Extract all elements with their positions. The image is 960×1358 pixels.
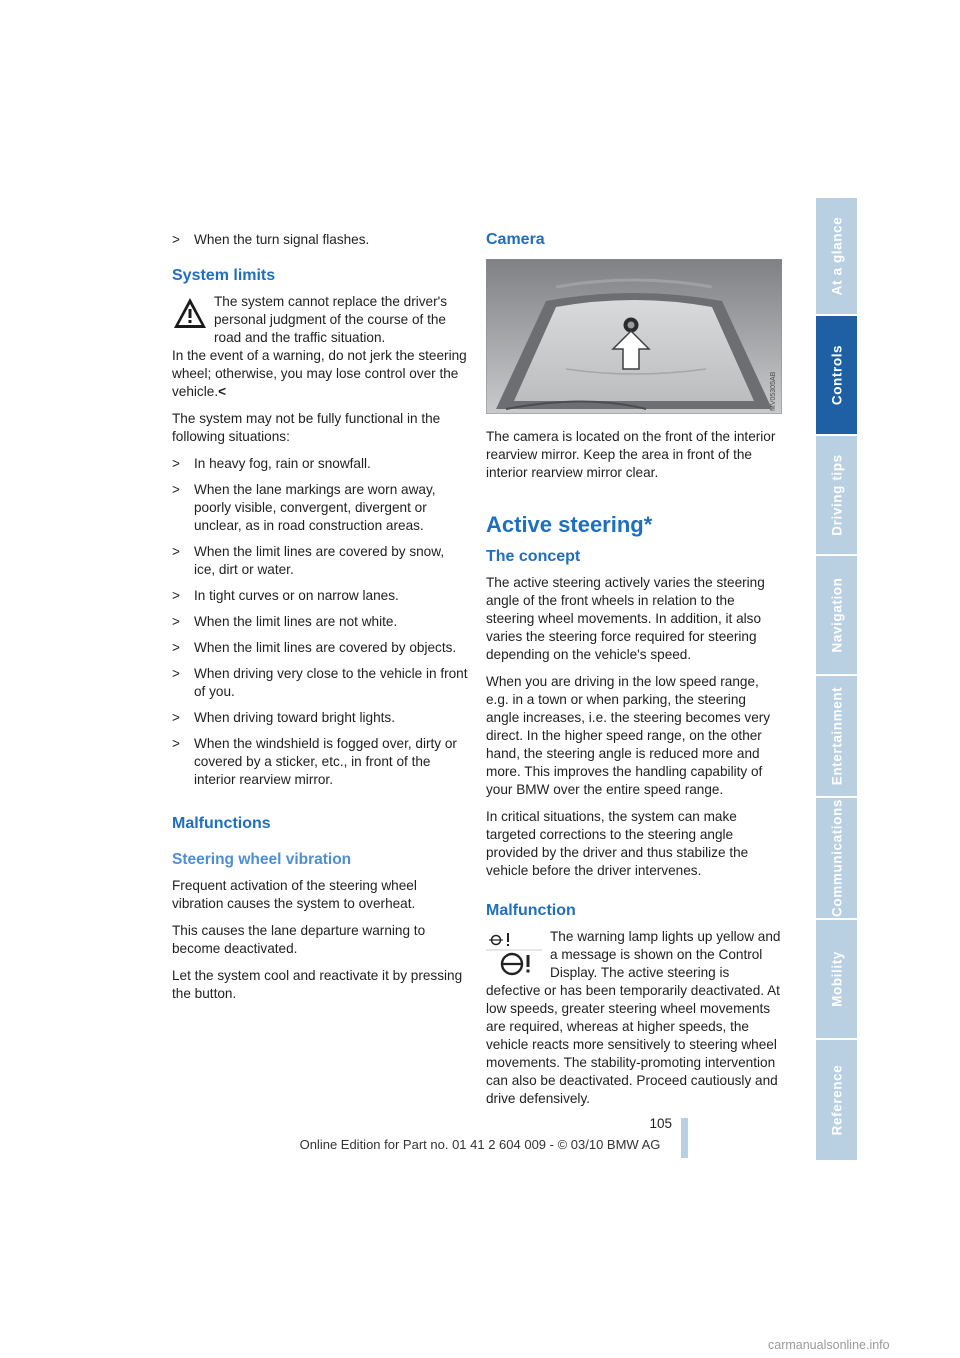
warning-triangle-icon <box>172 295 208 331</box>
concept-paragraph-1: The active steering actively varies the steering angle of the front wheels in relation to the steering wheel movements. In addition, it also varies the steering force required for steering depending on the vehicle's speed. <box>486 575 765 662</box>
tab-label: Navigation <box>829 577 844 653</box>
list-item: > When driving very close to the vehicle in front of you. <box>172 666 468 699</box>
tab-driving-tips[interactable] <box>816 436 857 554</box>
list-item-text: When the lane markings are worn away, poorly visible, convergent, divergent or unclear, as in road construction areas. <box>194 482 436 533</box>
camera-windshield-figure <box>486 259 782 414</box>
tab-at-a-glance[interactable] <box>816 198 857 314</box>
left-column <box>172 231 468 1012</box>
system-limits-heading: System limits <box>172 267 276 284</box>
limits-intro: The system may not be fully functional in the following situations: <box>172 411 441 444</box>
concept-paragraph-3: In critical situations, the system can make targeted corrections to the steering angle provided by the driver and thus stabilize the vehicle before the driver intervenes. <box>486 809 749 878</box>
list-item-text: When the limit lines are covered by objects. <box>194 640 457 655</box>
malfunctions-heading: Malfunctions <box>172 815 271 832</box>
list-item-text: When driving very close to the vehicle in front of you. <box>194 666 468 699</box>
vibration-paragraph-1: Frequent activation of the steering wheel vibration causes the system to overheat. <box>172 878 417 911</box>
right-column <box>486 231 782 1117</box>
tab-label: Driving tips <box>829 454 844 536</box>
tab-label: Mobility <box>829 951 844 1007</box>
list-item: > When driving toward bright lights. <box>172 710 395 725</box>
list-item-text: When the limit lines are covered by snow, ice, dirt or water. <box>194 544 445 577</box>
list-item: > When the limit lines are not white. <box>172 614 398 629</box>
list-item: > In heavy fog, rain or snowfall. <box>172 456 371 471</box>
list-item: > When the limit lines are covered by objects. <box>172 640 457 655</box>
tab-label: Reference <box>829 1064 844 1136</box>
list-item-text: In tight curves or on narrow lanes. <box>194 588 399 603</box>
list-item-text: When the turn signal flashes. <box>194 232 370 247</box>
footer-edition: Online Edition for Part no. 01 41 2 604 009 - © 03/10 BMW AG <box>299 1137 661 1152</box>
tab-label: Communications <box>829 799 844 917</box>
steering-warning-lamp-icon <box>486 931 542 979</box>
malfunction-paragraph: The warning lamp lights up yellow and a message is shown on the Control Display. The active steering is defective or has been temporarily deactivated. At low speeds, greater steering wheel movements are required, whereas at higher speeds, the vehicle reacts more sensitively to steering wheel movements. The stability-promoting intervention can also be deactivated. Proceed cautiously and drive defensively. <box>486 929 781 1106</box>
tab-label: At a glance <box>829 216 844 296</box>
page-number: 105 <box>649 1116 672 1131</box>
warning-note <box>172 293 468 401</box>
concept-heading: The concept <box>486 548 581 565</box>
warning-text-2: In the event of a warning, do not jerk the steering wheel; otherwise, you may lose control over the vehicle. <box>172 348 467 399</box>
vibration-paragraph-2: This causes the lane departure warning to become deactivated. <box>172 923 426 956</box>
list-item: > When the lane markings are worn away, poorly visible, convergent, divergent or unclear, as in road construction areas. <box>172 482 436 533</box>
active-steering-heading: Active steering* <box>486 512 653 537</box>
tab-navigation[interactable] <box>816 556 857 674</box>
list-item: > When the windshield is fogged over, dirty or covered by a sticker, etc., in front of the interior rearview mirror. <box>172 736 457 787</box>
tab-controls[interactable] <box>816 316 857 434</box>
malfunction-heading: Malfunction <box>486 902 576 919</box>
tab-label: Entertainment <box>829 686 844 786</box>
camera-heading: Camera <box>486 231 545 248</box>
tab-communications[interactable] <box>816 798 857 918</box>
figure-code: MV05305AB <box>770 371 777 411</box>
concept-paragraph-2: When you are driving in the low speed range, e.g. in a town or when parking, the steering angle increases, i.e. the steering becomes very direct. In the higher speed range, on the other hand, the steering angle is reduced more and more. This improves the handling capability of your BMW over the entire speed range. <box>486 674 771 797</box>
list-item-text: In heavy fog, rain or snowfall. <box>194 456 371 471</box>
chapter-tabs <box>816 198 857 1160</box>
watermark: carmanualsonline.info <box>768 1338 890 1352</box>
vibration-paragraph-3: Let the system cool and reactivate it by pressing the button. <box>172 968 463 1001</box>
tab-label: Controls <box>829 344 844 406</box>
list-item-text: When driving toward bright lights. <box>194 710 395 725</box>
malfunction-block <box>486 928 782 1108</box>
tab-mobility[interactable] <box>816 920 857 1038</box>
list-item: > When the turn signal flashes. <box>172 232 370 247</box>
warning-text: The system cannot replace the driver's personal judgment of the course of the road and the traffic situation. <box>214 294 448 345</box>
camera-paragraph: The camera is located on the front of the interior rearview mirror. Keep the area in front of the interior rearview mirror clear. <box>486 429 776 480</box>
list-item: > When the limit lines are covered by snow, ice, dirt or water. <box>172 544 445 577</box>
tab-entertainment[interactable] <box>816 676 857 796</box>
list-item: > In tight curves or on narrow lanes. <box>172 588 399 603</box>
steering-wheel-vibration-heading: Steering wheel vibration <box>172 851 352 868</box>
end-mark: < <box>218 384 227 399</box>
list-item-text: When the limit lines are not white. <box>194 614 398 629</box>
list-item-text: When the windshield is fogged over, dirty or covered by a sticker, etc., in front of the interior rearview mirror. <box>194 736 457 787</box>
